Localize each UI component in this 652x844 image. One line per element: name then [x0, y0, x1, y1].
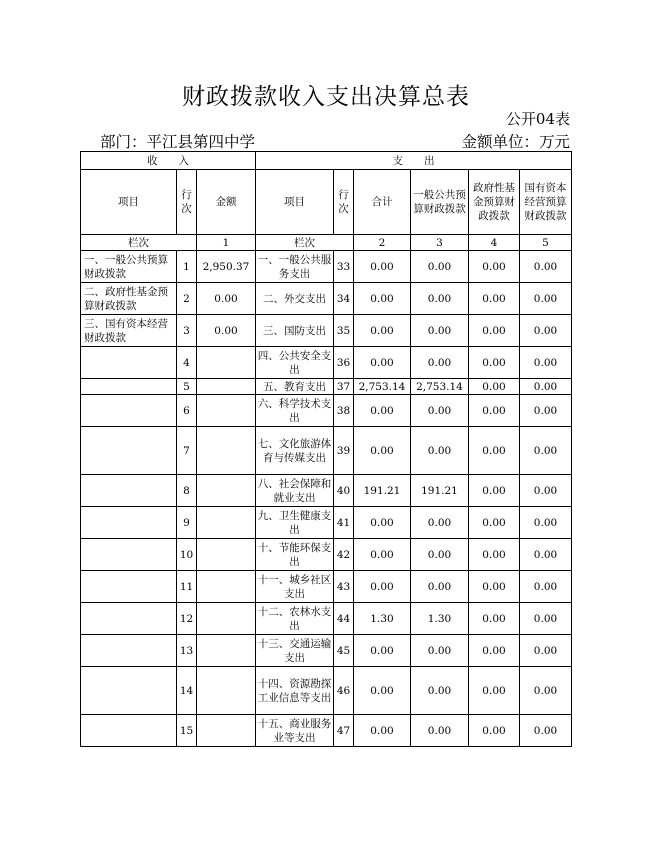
income-amount: 0.00 — [197, 283, 256, 315]
gov-fund-amount: 0.00 — [469, 475, 520, 507]
income-row-no: 1 — [177, 251, 197, 283]
income-amount — [197, 507, 256, 539]
gov-fund-amount: 0.00 — [469, 667, 520, 715]
total-amount: 0.00 — [354, 283, 411, 315]
income-amount: 2,950.37 — [197, 251, 256, 283]
state-capital-header: 国有资本经营预算财政拨款 — [520, 170, 572, 235]
state-capital-amount: 0.00 — [520, 427, 572, 475]
expense-item: 一、一般公共服务支出 — [256, 251, 334, 283]
income-item — [81, 571, 177, 603]
expense-item: 八、社会保障和就业支出 — [256, 475, 334, 507]
income-amount — [197, 667, 256, 715]
total-amount: 0.00 — [354, 427, 411, 475]
expense-item: 十、节能环保支出 — [256, 539, 334, 571]
income-row-no: 3 — [177, 315, 197, 347]
income-row-no: 12 — [177, 603, 197, 635]
table-row — [81, 635, 572, 667]
general-budget-header: 一般公共预算财政拨款 — [411, 170, 469, 235]
income-section-header: 收 入 — [81, 152, 256, 170]
income-row-no: 10 — [177, 539, 197, 571]
table-row — [81, 603, 572, 635]
gov-fund-amount: 0.00 — [469, 395, 520, 427]
state-capital-amount: 0.00 — [520, 539, 572, 571]
department-label: 部门：平江县第四中学 — [100, 133, 256, 151]
expense-row-no: 41 — [334, 507, 354, 539]
income-row-no: 6 — [177, 395, 197, 427]
general-budget-amount: 0.00 — [411, 347, 469, 379]
total-amount: 0.00 — [354, 539, 411, 571]
expense-row-no: 47 — [334, 715, 354, 747]
gov-fund-amount: 0.00 — [469, 507, 520, 539]
state-capital-amount: 0.00 — [520, 715, 572, 747]
general-budget-amount: 191.21 — [411, 475, 469, 507]
state-capital-amount: 0.00 — [520, 635, 572, 667]
general-budget-amount: 2,753.14 — [411, 379, 469, 395]
expense-section-header: 支 出 — [256, 152, 572, 170]
general-budget-amount: 0.00 — [411, 715, 469, 747]
general-budget-amount: 1.30 — [411, 603, 469, 635]
income-item: 二、政府性基金预算财政拨款 — [81, 283, 177, 315]
gov-fund-amount: 0.00 — [469, 251, 520, 283]
income-row-no: 11 — [177, 571, 197, 603]
income-item — [81, 395, 177, 427]
gov-fund-amount: 0.00 — [469, 427, 520, 475]
table-row — [81, 251, 572, 283]
general-budget-amount: 0.00 — [411, 667, 469, 715]
total-amount: 0.00 — [354, 507, 411, 539]
col-index-4: 4 — [469, 235, 520, 251]
state-capital-amount: 0.00 — [520, 347, 572, 379]
income-item — [81, 539, 177, 571]
gov-fund-amount: 0.00 — [469, 571, 520, 603]
expense-item: 十三、交通运输支出 — [256, 635, 334, 667]
total-amount: 2,753.14 — [354, 379, 411, 395]
total-amount: 0.00 — [354, 571, 411, 603]
expense-item: 二、外交支出 — [256, 283, 334, 315]
gov-fund-amount: 0.00 — [469, 539, 520, 571]
income-row-no: 15 — [177, 715, 197, 747]
expense-row-no: 44 — [334, 603, 354, 635]
col-index-3: 3 — [411, 235, 469, 251]
table-row — [81, 395, 572, 427]
general-budget-amount: 0.00 — [411, 539, 469, 571]
gov-fund-amount: 0.00 — [469, 315, 520, 347]
expense-item: 十五、商业服务业等支出 — [256, 715, 334, 747]
table-row — [81, 539, 572, 571]
income-row-no: 9 — [177, 507, 197, 539]
table-row — [81, 379, 572, 395]
total-amount: 0.00 — [354, 251, 411, 283]
income-row-no: 5 — [177, 379, 197, 395]
col-index-5: 5 — [520, 235, 572, 251]
total-amount: 0.00 — [354, 347, 411, 379]
income-item: 三、国有资本经营财政拨款 — [81, 315, 177, 347]
total-amount: 0.00 — [354, 395, 411, 427]
general-budget-amount: 0.00 — [411, 283, 469, 315]
expense-item: 四、公共安全支出 — [256, 347, 334, 379]
gov-fund-amount: 0.00 — [469, 379, 520, 395]
table-row — [81, 507, 572, 539]
expense-row-no: 43 — [334, 571, 354, 603]
expense-row-no: 36 — [334, 347, 354, 379]
income-row-no: 14 — [177, 667, 197, 715]
expense-item-header: 项目 — [256, 170, 334, 235]
income-item — [81, 635, 177, 667]
table-row — [81, 475, 572, 507]
expense-row-no: 42 — [334, 539, 354, 571]
total-header: 合计 — [354, 170, 411, 235]
general-budget-amount: 0.00 — [411, 635, 469, 667]
income-item: 一、一般公共预算财政拨款 — [81, 251, 177, 283]
expense-item: 十四、资源勘探工业信息等支出 — [256, 667, 334, 715]
total-amount: 0.00 — [354, 715, 411, 747]
income-amount — [197, 603, 256, 635]
income-amount — [197, 347, 256, 379]
income-row-no-header: 行次 — [177, 170, 197, 235]
expense-row-no: 33 — [334, 251, 354, 283]
total-amount: 0.00 — [354, 315, 411, 347]
total-amount: 1.30 — [354, 603, 411, 635]
col-index-label: 栏次 — [81, 235, 197, 251]
gov-fund-amount: 0.00 — [469, 635, 520, 667]
general-budget-amount: 0.00 — [411, 571, 469, 603]
gov-fund-amount: 0.00 — [469, 347, 520, 379]
expense-row-no: 39 — [334, 427, 354, 475]
income-amount — [197, 539, 256, 571]
income-amount: 0.00 — [197, 315, 256, 347]
state-capital-amount: 0.00 — [520, 571, 572, 603]
general-budget-amount: 0.00 — [411, 427, 469, 475]
expense-item: 五、教育支出 — [256, 379, 334, 395]
budget-summary-table — [80, 151, 572, 747]
expense-item: 七、文化旅游体育与传媒支出 — [256, 427, 334, 475]
col-index-2: 2 — [354, 235, 411, 251]
income-amount — [197, 475, 256, 507]
income-amount — [197, 635, 256, 667]
state-capital-amount: 0.00 — [520, 251, 572, 283]
table-row — [81, 315, 572, 347]
gov-fund-amount: 0.00 — [469, 715, 520, 747]
table-row — [81, 347, 572, 379]
income-amount — [197, 427, 256, 475]
income-item — [81, 427, 177, 475]
income-item — [81, 667, 177, 715]
income-amount-header: 金额 — [197, 170, 256, 235]
expense-item: 九、卫生健康支出 — [256, 507, 334, 539]
income-item — [81, 379, 177, 395]
expense-row-no-header: 行次 — [334, 170, 354, 235]
income-amount — [197, 395, 256, 427]
general-budget-amount: 0.00 — [411, 315, 469, 347]
expense-row-no: 45 — [334, 635, 354, 667]
general-budget-amount: 0.00 — [411, 507, 469, 539]
col-index-1: 1 — [197, 235, 256, 251]
table-row — [81, 715, 572, 747]
table-row — [81, 571, 572, 603]
income-item — [81, 507, 177, 539]
expense-item: 十一、城乡社区支出 — [256, 571, 334, 603]
income-item — [81, 715, 177, 747]
general-budget-amount: 0.00 — [411, 251, 469, 283]
expense-item: 三、国防支出 — [256, 315, 334, 347]
expense-row-no: 35 — [334, 315, 354, 347]
expense-row-no: 46 — [334, 667, 354, 715]
gov-fund-amount: 0.00 — [469, 283, 520, 315]
income-amount — [197, 715, 256, 747]
income-item — [81, 603, 177, 635]
table-row — [81, 667, 572, 715]
total-amount: 0.00 — [354, 635, 411, 667]
income-row-no: 7 — [177, 427, 197, 475]
expense-item: 六、科学技术支出 — [256, 395, 334, 427]
total-amount: 0.00 — [354, 667, 411, 715]
general-budget-amount: 0.00 — [411, 395, 469, 427]
state-capital-amount: 0.00 — [520, 379, 572, 395]
table-row — [81, 283, 572, 315]
amount-unit-label: 金额单位：万元 — [461, 133, 570, 151]
section-header-row — [81, 152, 572, 170]
expense-row-no: 38 — [334, 395, 354, 427]
state-capital-amount: 0.00 — [520, 315, 572, 347]
expense-item: 十二、农林水支出 — [256, 603, 334, 635]
income-amount — [197, 571, 256, 603]
expense-row-no: 37 — [334, 379, 354, 395]
income-item — [81, 347, 177, 379]
income-row-no: 13 — [177, 635, 197, 667]
income-row-no: 2 — [177, 283, 197, 315]
page-title: 财政拨款收入支出决算总表 — [182, 84, 470, 110]
income-row-no: 4 — [177, 347, 197, 379]
income-row-no: 8 — [177, 475, 197, 507]
state-capital-amount: 0.00 — [520, 395, 572, 427]
expense-row-no: 34 — [334, 283, 354, 315]
state-capital-amount: 0.00 — [520, 475, 572, 507]
state-capital-amount: 0.00 — [520, 603, 572, 635]
expense-row-no: 40 — [334, 475, 354, 507]
table-row — [81, 427, 572, 475]
column-header-row — [81, 170, 572, 235]
column-index-row — [81, 235, 572, 251]
total-amount: 191.21 — [354, 475, 411, 507]
income-item — [81, 475, 177, 507]
state-capital-amount: 0.00 — [520, 283, 572, 315]
gov-fund-header: 政府性基金预算财政拨款 — [469, 170, 520, 235]
income-item-header: 项目 — [81, 170, 177, 235]
state-capital-amount: 0.00 — [520, 507, 572, 539]
income-amount — [197, 379, 256, 395]
col-index-label-2: 栏次 — [256, 235, 354, 251]
state-capital-amount: 0.00 — [520, 667, 572, 715]
form-number: 公开04表 — [505, 110, 570, 128]
gov-fund-amount: 0.00 — [469, 603, 520, 635]
